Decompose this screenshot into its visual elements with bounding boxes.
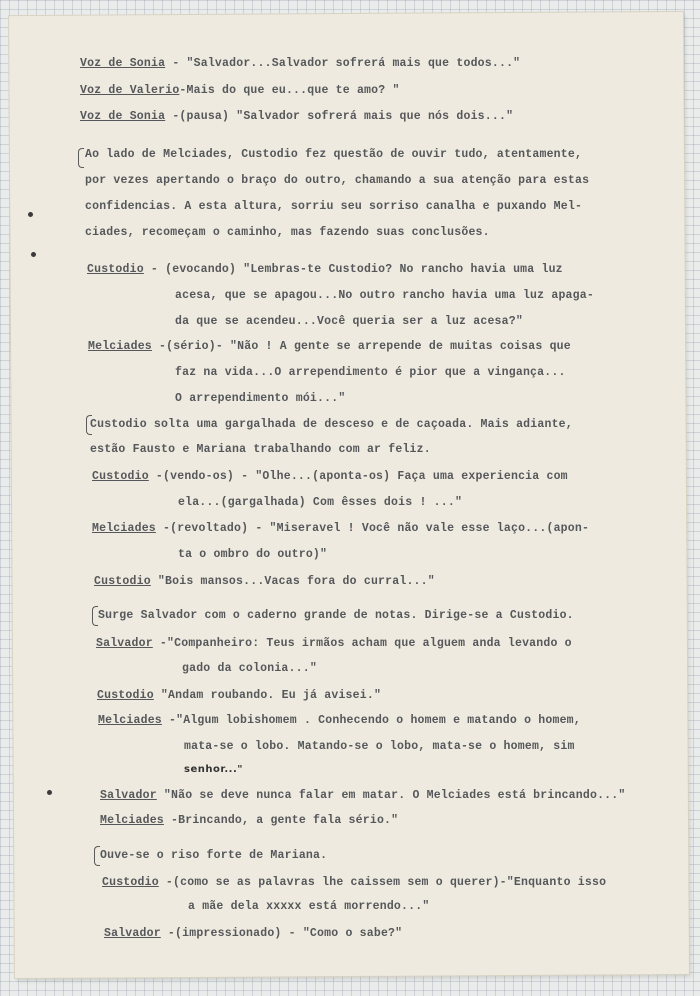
speaker-name: Custodio — [92, 470, 149, 483]
line-text: confidencias. A esta altura, sorriu seu sorriso canalha e puxando Mel- — [85, 200, 583, 213]
line-text: a mãe dela xxxxx está morrendo..." — [188, 900, 430, 913]
dialogue-line — [92, 470, 568, 483]
stage-direction-line — [85, 148, 582, 161]
speaker-name: Custodio — [97, 689, 154, 702]
speaker-name: Salvador — [100, 789, 157, 802]
line-text: -(impressionado) - "Como o sabe?" — [160, 927, 403, 940]
dialogue-line — [175, 315, 523, 328]
dialogue-line — [175, 366, 566, 379]
line-text: -(revoltado) - "Miseravel ! Você não vale esse laço...(apon- — [155, 522, 590, 535]
speaker-name: Custodio — [87, 263, 144, 276]
line-text: Ouve-se o riso forte de Mariana. — [100, 849, 328, 862]
dialogue-line — [94, 575, 435, 588]
line-text: -(vendo-os) - "Olhe...(aponta-os) Faça uma experiencia com — [148, 470, 568, 483]
dialogue-line — [100, 789, 626, 802]
stage-direction-line — [98, 609, 574, 622]
dialogue-line — [98, 714, 581, 727]
line-text: - "Salvador...Salvador sofrerá mais que todos..." — [165, 57, 521, 70]
dialogue-line — [184, 740, 575, 753]
line-text: faz na vida...O arrependimento é pior que a vingança... — [175, 366, 566, 379]
line-text: -(sério)- "Não ! A gente se arrepende de muitas coisas que — [151, 340, 571, 353]
dialogue-line — [96, 637, 572, 650]
line-text: -Mais do que eu...que te amo? " — [179, 84, 400, 97]
dialogue-line — [92, 522, 589, 535]
line-text: Ao lado de Melciades, Custodio fez questão de ouvir tudo, atentamente, — [85, 148, 583, 161]
line-text: -Brincando, a gente fala sério." — [163, 814, 399, 827]
dialogue-line — [80, 57, 520, 70]
speaker-name: Melciades — [92, 522, 156, 535]
dialogue-line — [175, 392, 345, 405]
stage-direction-line — [85, 174, 589, 187]
line-text: acesa, que se apagou...No outro rancho havia uma luz apaga- — [175, 289, 594, 302]
stage-direction-line — [85, 226, 490, 239]
dialogue-line — [80, 110, 513, 123]
line-text: "Andam roubando. Eu já avisei." — [153, 689, 382, 702]
line-text: mata-se o lobo. Matando-se o lobo, mata-se o homem, sim — [184, 740, 575, 753]
speaker-name: Voz de Sonia — [80, 57, 166, 70]
speaker-name: Melciades — [98, 714, 162, 727]
dialogue-line — [188, 900, 429, 913]
handwritten-bracket-mark — [78, 148, 84, 168]
dialogue-line — [87, 263, 563, 276]
line-text: -"Algum lobishomem . Conhecendo o homem e matando o homem, — [161, 714, 581, 727]
dialogue-line — [97, 689, 381, 702]
line-text: estão Fausto e Mariana trabalhando com ar feliz. — [90, 443, 431, 456]
dialogue-line — [102, 876, 606, 889]
handwritten-annotation — [184, 764, 243, 775]
speaker-name: Salvador — [104, 927, 161, 940]
line-text: da que se acendeu...Você queria ser a luz acesa?" — [175, 315, 523, 328]
speaker-name: Voz de Sonia — [80, 110, 166, 123]
punch-hole — [28, 212, 33, 217]
dialogue-line — [104, 927, 402, 940]
line-text: -(pausa) "Salvador sofrerá mais que nós dois..." — [165, 110, 514, 123]
speaker-name: Voz de Valerio — [80, 84, 180, 97]
speaker-name: Custodio — [102, 876, 159, 889]
dialogue-line — [88, 340, 571, 353]
line-text: gado da colonia..." — [182, 662, 317, 675]
line-text: Surge Salvador com o caderno grande de notas. Dirige-se a Custodio. — [98, 609, 574, 622]
line-text: -(como se as palavras lhe caissem sem o querer)-"Enquanto isso — [158, 876, 607, 889]
line-text: O arrependimento mói..." — [175, 392, 346, 405]
speaker-name: Salvador — [96, 637, 153, 650]
dialogue-line — [80, 84, 400, 97]
stage-direction-line — [90, 443, 431, 456]
punch-hole — [31, 252, 36, 257]
stage-direction-line — [100, 849, 327, 862]
line-text: ela...(gargalhada) Com êsses dois ! ..." — [178, 496, 463, 509]
line-text: - (evocando) "Lembras-te Custodio? No rancho havia uma luz — [143, 263, 563, 276]
line-text: ta o ombro do outro)" — [178, 548, 328, 561]
speaker-name: Custodio — [94, 575, 151, 588]
line-text: "Não se deve nunca falar em matar. O Melciades está brincando..." — [156, 789, 626, 802]
dialogue-line — [100, 814, 398, 827]
line-text: senhor..." — [184, 764, 243, 775]
punch-hole — [47, 790, 52, 795]
dialogue-line — [182, 662, 317, 675]
speaker-name: Melciades — [88, 340, 152, 353]
speaker-name: Melciades — [100, 814, 164, 827]
stage-direction-line — [90, 418, 573, 431]
line-text: -"Companheiro: Teus irmãos acham que alguem anda levando o — [152, 637, 572, 650]
line-text: Custodio solta uma gargalhada de desceso e de caçoada. Mais adiante, — [90, 418, 573, 431]
dialogue-line — [175, 289, 594, 302]
line-text: ciades, recomeçam o caminho, mas fazendo suas conclusões. — [85, 226, 490, 239]
line-text: "Bois mansos...Vacas fora do curral..." — [150, 575, 435, 588]
dialogue-line — [178, 496, 462, 509]
line-text: por vezes apertando o braço do outro, chamando a sua atenção para estas — [85, 174, 590, 187]
dialogue-line — [178, 548, 327, 561]
stage-direction-line — [85, 200, 582, 213]
